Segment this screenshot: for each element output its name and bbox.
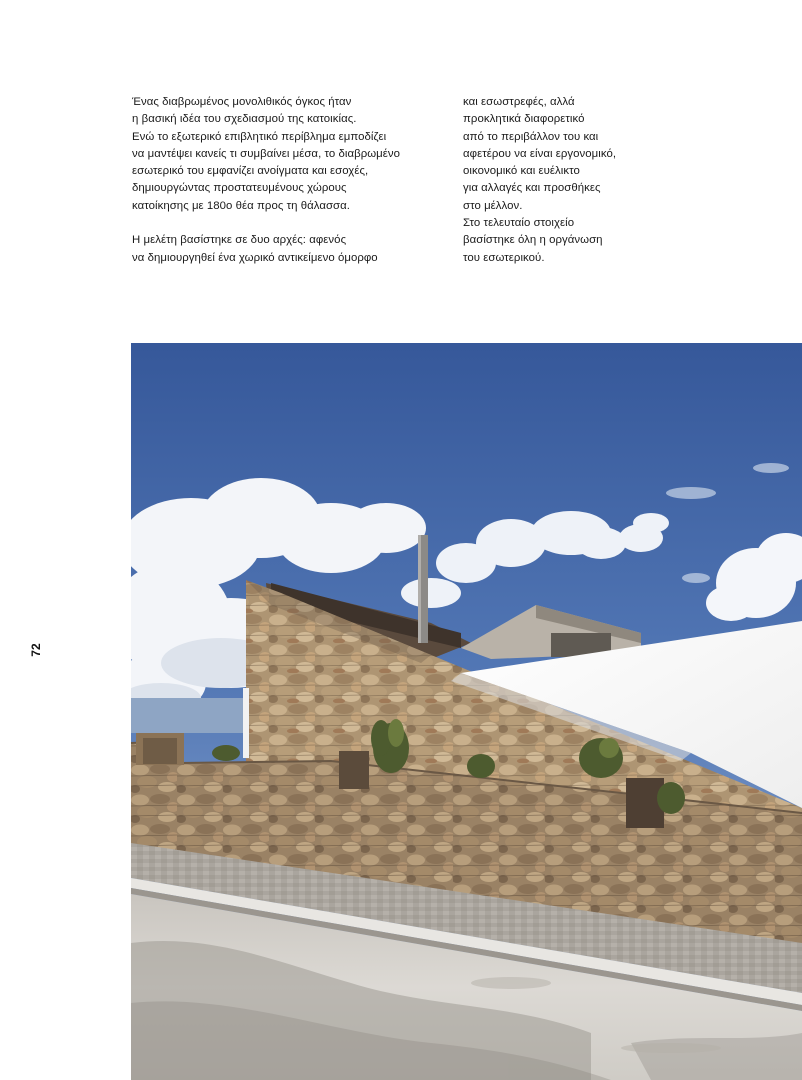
stone-wall-house-photo [131,343,802,1080]
text-line: αφετέρου να είναι εργονομικό, [463,147,617,160]
text-line: Ένας διαβρωμένος μονολιθικός όγκος ήταν [132,96,352,108]
page-number: 72 [29,643,43,657]
text-line: από το περιβάλλον του και [463,130,599,143]
paragraph-1-right [463,94,663,267]
text-line: δημιουργώντας προστατευμένους χώρους [132,182,347,195]
text-line: για αλλαγές και προσθήκες [463,182,601,195]
text-line: Ενώ το εξωτερικό επιβλητικό περίβλημα εμποδίζει [132,130,387,143]
text-line: εσωτερικό του εμφανίζει ανοίγματα και εσοχές, [132,165,369,178]
text-line: να δημιουργηθεί ένα χωρικό αντικείμενο όμορφο [132,251,378,264]
text-line: η βασική ιδέα του σχεδιασμού της κατοικίας. [132,113,357,126]
paragraph-1-left [132,94,432,215]
text-line: να μαντέψει κανείς τι συμβαίνει μέσα, το διαβρωμένο [132,147,401,160]
text-line: Η μελέτη βασίστηκε σε δυο αρχές: αφενός [132,234,347,247]
text-line: βασίστηκε όλη η οργάνωση [463,234,603,247]
text-line: και εσωστρεφές, αλλά [463,96,575,108]
text-line: κατοίκησης με 180ο θέα προς τη θάλασσα. [132,199,350,212]
text-column-left [132,94,432,284]
text-column-right [463,94,663,284]
text-line: Στο τελευταίο στοιχείο [463,217,575,230]
text-line: του εσωτερικού. [463,251,545,264]
text-line: στο μέλλον. [463,199,523,212]
text-line: προκλητικά διαφορετικό [463,113,585,126]
text-line: οικονομικό και ευέλικτο [463,165,580,178]
paragraph-2-left [132,232,432,267]
